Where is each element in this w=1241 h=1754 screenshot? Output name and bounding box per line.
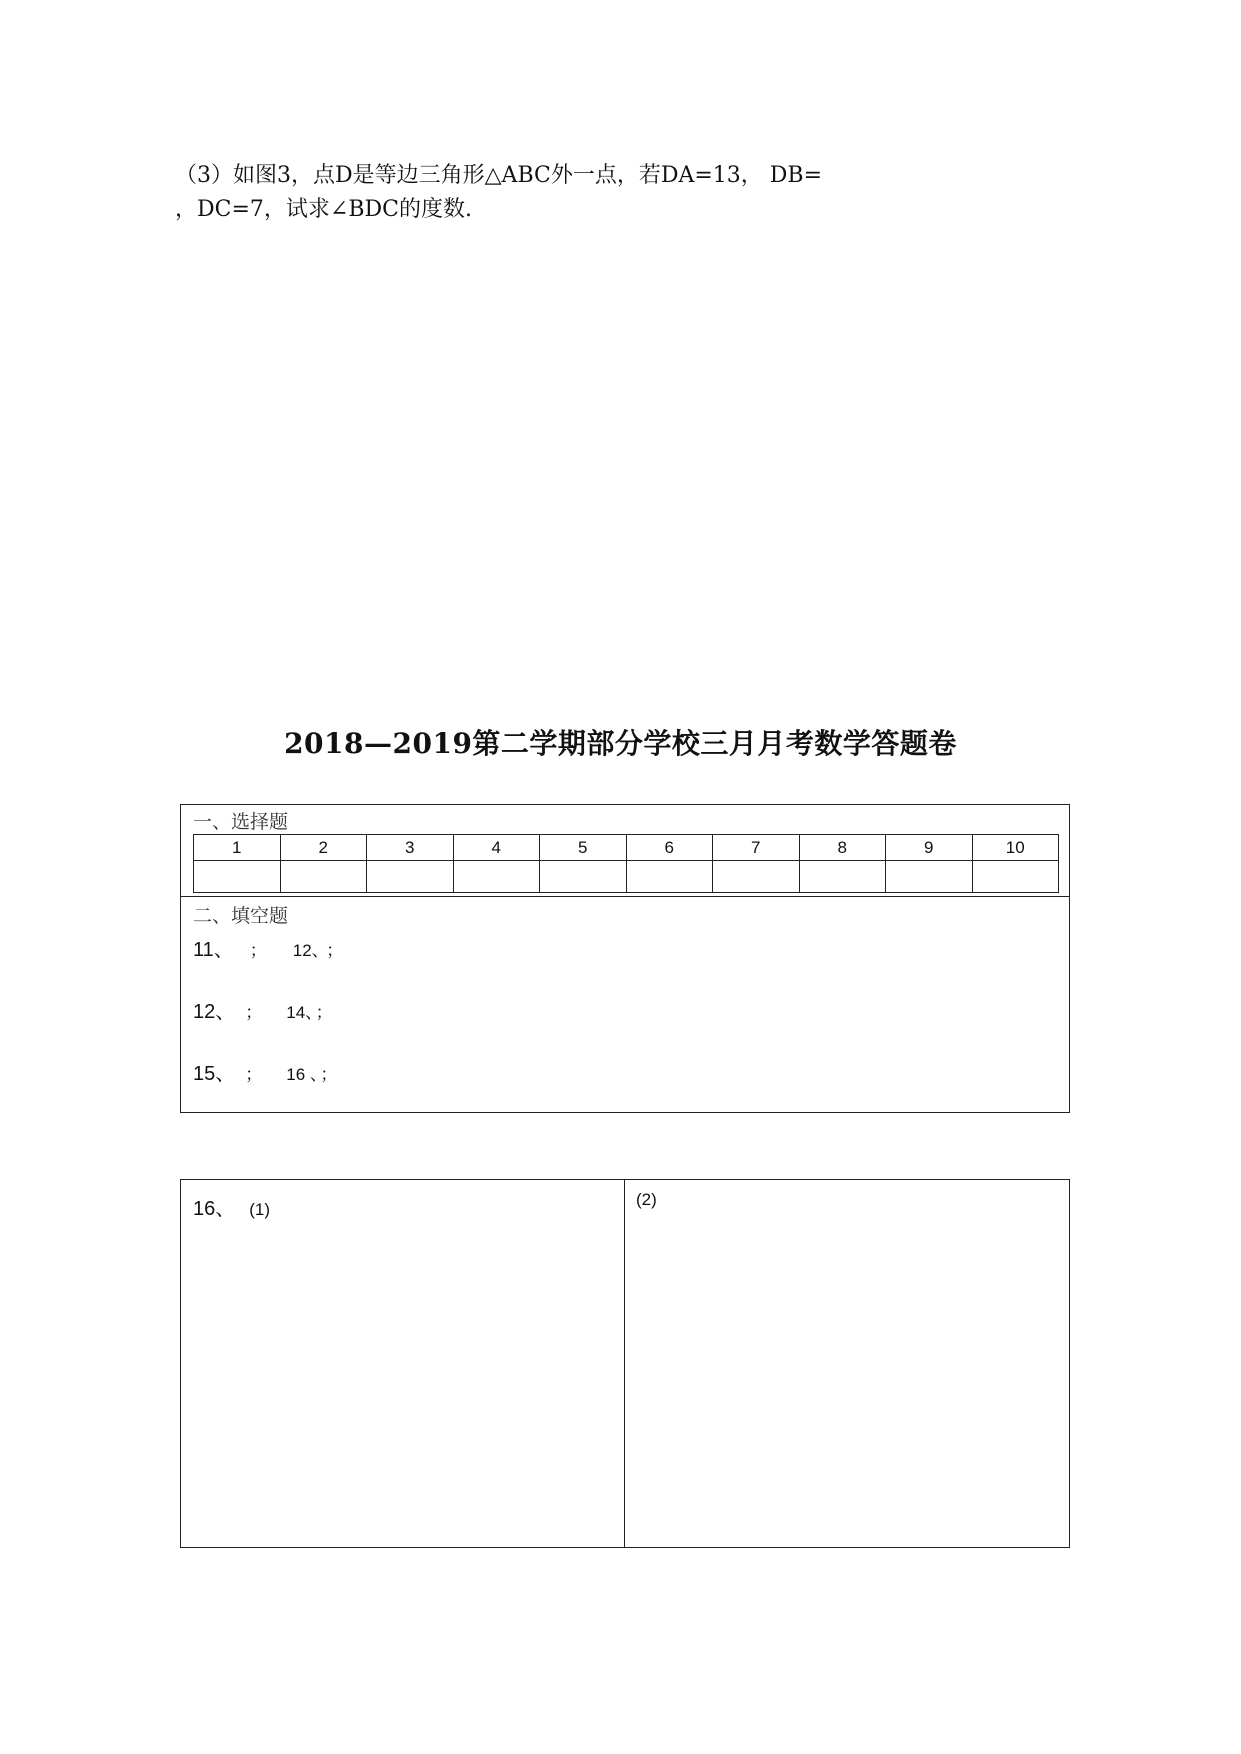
mc-number-cell: 9 [886,835,973,861]
mc-answer-cell[interactable] [280,861,367,893]
fill-blank-row [193,995,333,1024]
fill-blank-number: 12、 [193,1001,226,1023]
fill-blank-number: 11、 [193,939,224,961]
question-16-number: 16、 [193,1198,236,1220]
fill-blank-number: 15、 [193,1063,226,1085]
mc-answer-cell[interactable] [886,861,973,893]
part-2-label: (2) [636,1190,657,1209]
part-1-label: (1) [249,1200,271,1219]
box-column-divider [624,1180,625,1547]
fill-blank-separator: ； [315,1003,333,1022]
question-16-part-1[interactable] [193,1192,270,1221]
mc-number-cell: 7 [713,835,800,861]
fill-blank-separator: ； [249,941,267,960]
fill-blank-row [193,1057,337,1086]
mc-number-cell: 2 [280,835,367,861]
answer-sheet-title: 2018—2019第二学期部分学校三月月考数学答题卷 [284,727,957,760]
question-3-line-2: ，DC=7，试求∠BDC的度数. [175,197,472,222]
section-1-label: 一、选择题 [193,811,289,833]
mc-answer-cell[interactable] [713,861,800,893]
mc-number-cell: 6 [626,835,713,861]
mc-number-row [194,835,1059,861]
multiple-choice-table [193,834,1059,893]
mc-number-cell: 3 [367,835,454,861]
mc-answer-cell[interactable] [972,861,1059,893]
mc-answer-cell[interactable] [453,861,540,893]
mc-answer-cell[interactable] [540,861,627,893]
mc-number-cell: 8 [799,835,886,861]
mc-answer-cell[interactable] [367,861,454,893]
mc-number-cell: 4 [453,835,540,861]
question-3-line-1: （3）如图3，点D是等边三角形△ABC外一点，若DA=13， DB= [175,163,823,188]
mc-answer-cell[interactable] [626,861,713,893]
fill-blank-number: 14、 [286,1003,314,1022]
fill-blank-number: 16 、 [286,1065,319,1084]
fill-blank-row [193,933,343,962]
fill-blank-separator: ； [320,1065,338,1084]
fill-blank-separator: ； [245,1003,263,1022]
answer-box-2 [180,1179,1070,1548]
mc-number-cell: 10 [972,835,1059,861]
mc-answer-cell[interactable] [194,861,281,893]
section-divider [180,896,1070,897]
mc-number-cell: 5 [540,835,627,861]
section-2-label: 二、填空题 [193,905,289,927]
mc-number-cell: 1 [194,835,281,861]
answer-box-1 [180,804,1070,1113]
mc-answer-row [194,861,1059,893]
fill-blank-number: 12、 [292,941,321,960]
fill-blank-separator: ； [245,1065,263,1084]
mc-answer-cell[interactable] [799,861,886,893]
fill-blank-separator: ； [326,941,344,960]
